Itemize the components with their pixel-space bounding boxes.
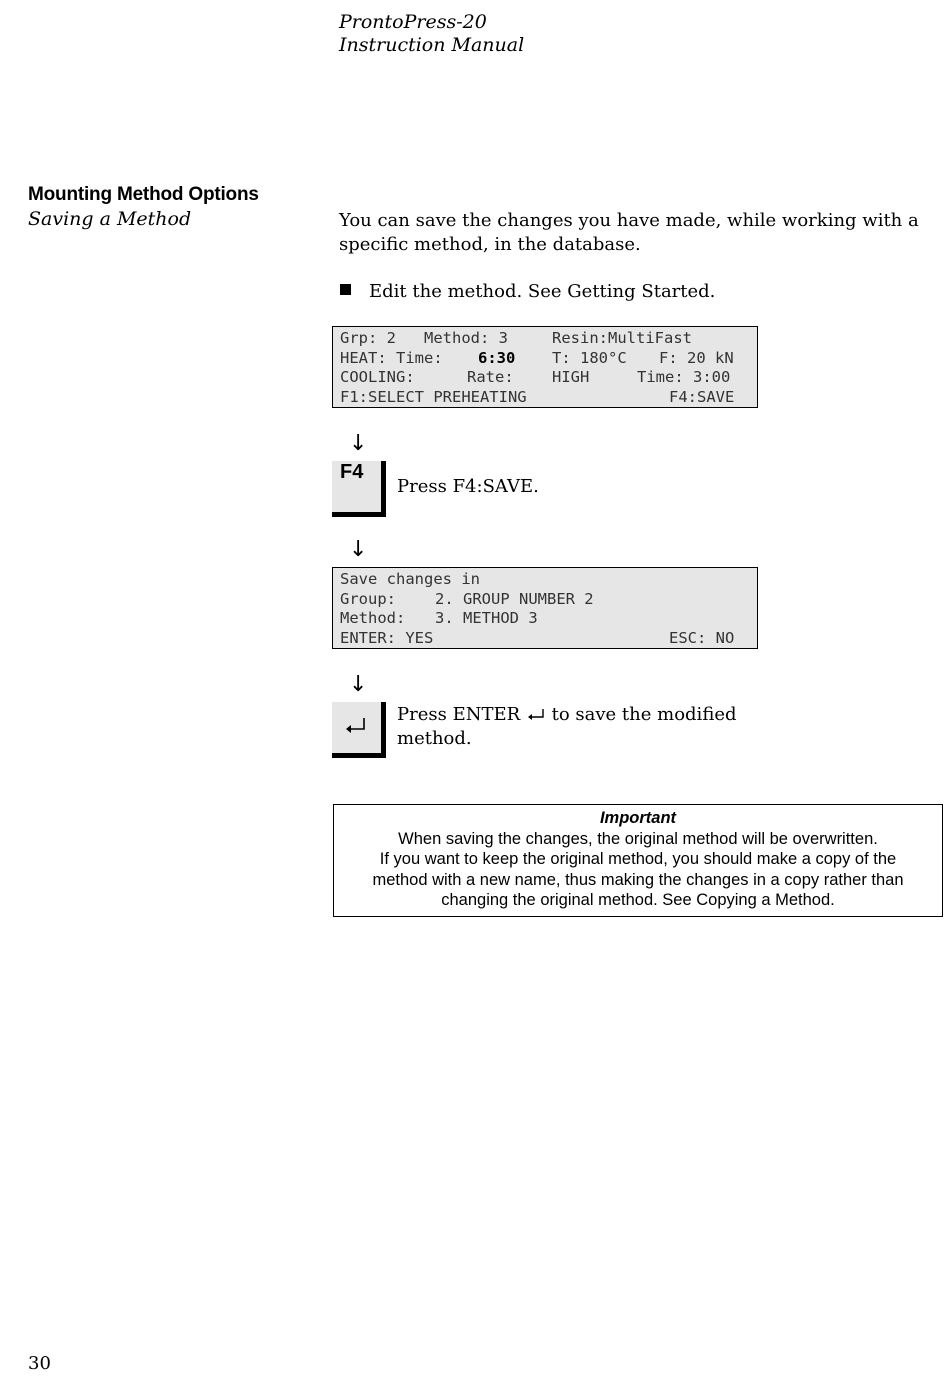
- lcd-text: F1:SELECT PREHEATING: [340, 387, 527, 406]
- down-arrow-icon: ↓: [349, 672, 368, 697]
- lcd-text: Method: 3: [424, 329, 508, 347]
- bullet-text: Edit the method. See Getting Started.: [369, 281, 716, 302]
- f4-key[interactable]: [332, 461, 386, 517]
- lcd-text: F: 20 kN: [659, 348, 734, 367]
- lcd-text: Resin:MultiFast: [552, 329, 692, 347]
- down-arrow-icon: ↓: [349, 537, 368, 562]
- lcd-row: [340, 368, 757, 388]
- lcd-text: HIGH: [552, 368, 590, 386]
- lcd-display-method: [332, 326, 758, 408]
- step-enter-text: to save the modified: [551, 704, 737, 725]
- down-arrow-icon: ↓: [349, 431, 368, 456]
- lcd-heat-time-value: 6:30: [478, 348, 516, 367]
- bullet-item: [340, 280, 715, 304]
- lcd-row: [340, 609, 757, 629]
- lcd-row: [340, 388, 757, 408]
- step-enter-text: method.: [397, 728, 472, 749]
- lcd-text: Grp: 2: [340, 329, 396, 347]
- lcd-text: HEAT: Time:: [340, 348, 443, 367]
- page-number: 30: [28, 1353, 51, 1374]
- lcd-text: 2. GROUP NUMBER 2: [435, 589, 594, 608]
- lcd-text: Save changes in: [340, 570, 480, 588]
- important-note: [333, 804, 943, 917]
- lcd-text: T: 180°C: [552, 348, 627, 367]
- step-press-f4: Press F4:SAVE.: [397, 476, 539, 497]
- lcd-text: COOLING:: [340, 368, 415, 386]
- lcd-row: [340, 570, 757, 590]
- section-title: Mounting Method Options: [28, 184, 259, 205]
- lcd-row: [340, 590, 757, 610]
- bullet-square-icon: [340, 284, 351, 295]
- lcd-text: Time: 3:00: [637, 368, 731, 386]
- lcd-row: [340, 629, 757, 649]
- lcd-text: Method:: [340, 609, 406, 627]
- lcd-text: F4:SAVE: [669, 387, 735, 406]
- important-line: method with a new name, thus making the changes in a copy rather than: [372, 870, 904, 889]
- lcd-row: [340, 329, 757, 349]
- enter-key-icon: [342, 712, 368, 738]
- manual-title: ProntoPress-20: [339, 11, 487, 33]
- lcd-text: Group:: [340, 589, 396, 608]
- lcd-text: ESC: NO: [669, 628, 735, 647]
- lcd-display-save: [332, 567, 758, 649]
- lcd-text: ENTER: YES: [340, 628, 434, 647]
- intro-paragraph: You can save the changes you have made, while working with a specific method, in the database.: [339, 210, 919, 255]
- important-line: When saving the changes, the original method will be overwritten.: [398, 829, 878, 848]
- step-enter-text: Press ENTER: [397, 704, 521, 725]
- section-subtitle: Saving a Method: [28, 208, 192, 230]
- manual-subtitle: Instruction Manual: [339, 34, 525, 56]
- important-title: Important: [599, 809, 677, 827]
- lcd-row: [340, 349, 757, 369]
- enter-key[interactable]: [332, 702, 386, 758]
- important-line: changing the original method. See Copying a Method.: [441, 891, 835, 909]
- step-press-enter: [397, 703, 757, 751]
- important-line: If you want to keep the original method, you should make a copy of the: [379, 850, 897, 868]
- inline-enter-icon: [526, 707, 546, 721]
- f4-key-label: F4: [340, 461, 364, 483]
- lcd-text: Rate:: [467, 368, 514, 386]
- lcd-text: 3. METHOD 3: [435, 609, 538, 627]
